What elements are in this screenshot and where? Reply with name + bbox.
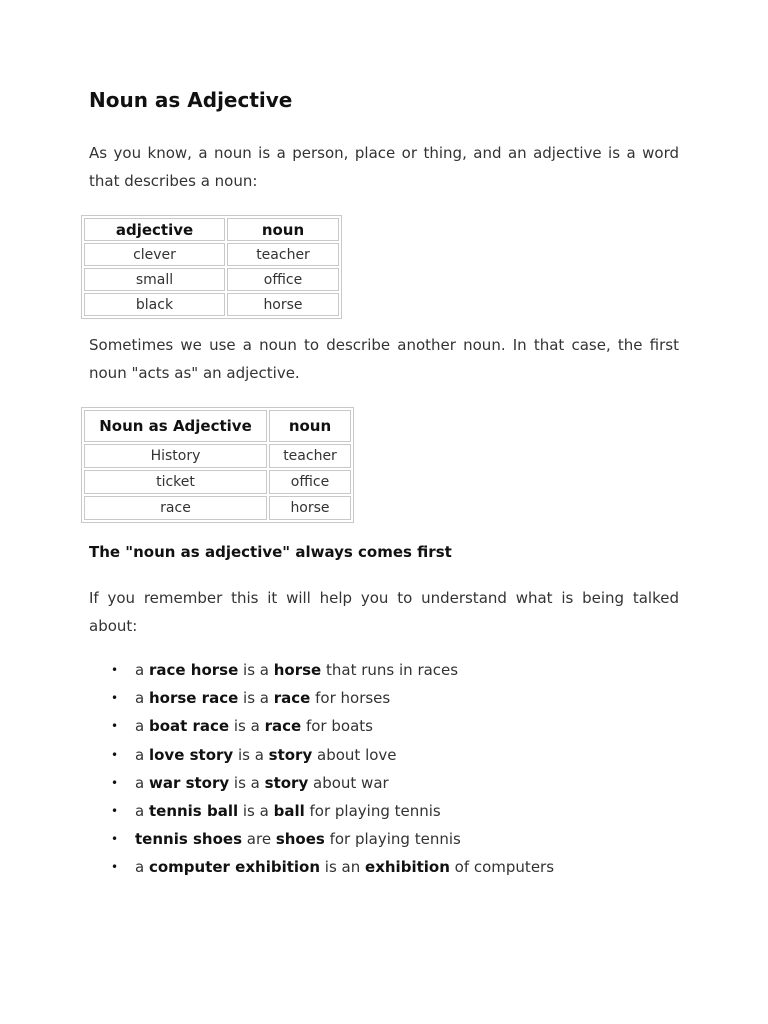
list-item-text: about love [312,745,397,764]
bold-term: horse race [148,689,239,708]
table-cell: ticket [84,470,267,494]
bullet-icon: • [111,747,119,762]
column-header-adjective: adjective [84,218,225,241]
noun-as-adjective-table [81,407,354,523]
table-cell: clever [84,243,225,266]
list-item [89,741,679,769]
table-row [84,243,339,266]
list-item [89,684,679,712]
list-item-text: for playing tennis [304,801,441,820]
table-cell: black [84,293,225,316]
table-row [84,496,351,520]
bullet-icon: • [111,663,119,677]
table-cell: teacher [269,444,351,468]
table-cell: horse [269,496,351,520]
table-row [84,293,339,316]
bold-term: race horse [148,661,239,679]
column-header-noun: noun [227,218,339,241]
intro-paragraph: As you know, a noun is a person, place or thing, and an adjective is a word that describes a noun: [89,144,679,190]
list-item-text: a [135,801,149,820]
page-title: Noun as Adjective [89,88,293,112]
bullet-icon: • [111,803,119,818]
list-item-text: is a [229,773,265,792]
list-item [89,656,679,684]
list-item-text: are [242,830,276,849]
table-cell: horse [227,293,339,316]
list-item-text: is a [238,801,274,820]
list-item-text: for playing tennis [324,830,461,849]
table-row [84,444,351,468]
bold-term: tennis shoes [135,830,243,849]
table-cell: race [84,496,267,520]
bold-term: story [264,773,309,792]
bullet-icon: • [111,832,119,847]
bullet-icon: • [111,691,119,706]
list-item-text: is a [238,661,274,679]
list-item-text: that runs in races [321,661,459,679]
list-item-text: a [135,661,149,679]
list-item [89,825,679,853]
bullet-icon: • [111,860,119,875]
bullet-icon: • [111,719,119,734]
table-cell: office [269,470,351,494]
bold-term: boat race [148,717,230,736]
list-item-text: a [135,858,149,877]
bold-term: horse [273,661,322,679]
bold-term: war story [148,773,230,792]
column-header-noun-as-adjective: Noun as Adjective [84,410,267,442]
list-item [89,712,679,740]
bold-term: tennis ball [148,801,239,820]
table-header-row [84,218,339,241]
list-item [89,797,679,825]
table-row [84,268,339,291]
section-heading: The "noun as adjective" always comes first [89,543,452,561]
list-item [89,769,679,797]
list-item-text: is a [233,745,269,764]
bullet-icon: • [111,775,119,790]
bold-term: race [273,689,311,708]
table-row [84,470,351,494]
bold-term: race [264,717,302,736]
list-item-text: is a [229,717,265,736]
sometimes-paragraph: Sometimes we use a noun to describe another noun. In that case, the first noun "acts as" an adjective. [89,336,679,382]
list-item [89,853,679,881]
list-item-text: for horses [310,689,391,708]
table-header-row [84,410,351,442]
examples-list [89,656,679,882]
remember-paragraph: If you remember this it will help you to understand what is being talked about: [89,589,679,635]
list-item-text: a [135,773,149,792]
bold-term: exhibition [365,858,450,877]
bold-term: story [268,745,313,764]
bold-term: shoes [275,830,325,849]
table-cell: small [84,268,225,291]
table-cell: teacher [227,243,339,266]
list-item-text: of computers [449,858,555,877]
table-cell: office [227,268,339,291]
column-header-noun: noun [269,410,351,442]
table-cell: History [84,444,267,468]
list-item-text: is an [320,858,366,877]
bold-term: computer exhibition [148,858,321,877]
list-item-text: a [135,689,149,708]
list-item-text: about war [308,773,389,792]
adjective-noun-table [81,215,342,319]
list-item-text: for boats [301,717,373,736]
list-item-text: is a [238,689,274,708]
bold-term: love story [148,745,234,764]
list-item-text: a [135,745,149,764]
list-item-text: a [135,717,149,736]
bold-term: ball [273,801,305,820]
